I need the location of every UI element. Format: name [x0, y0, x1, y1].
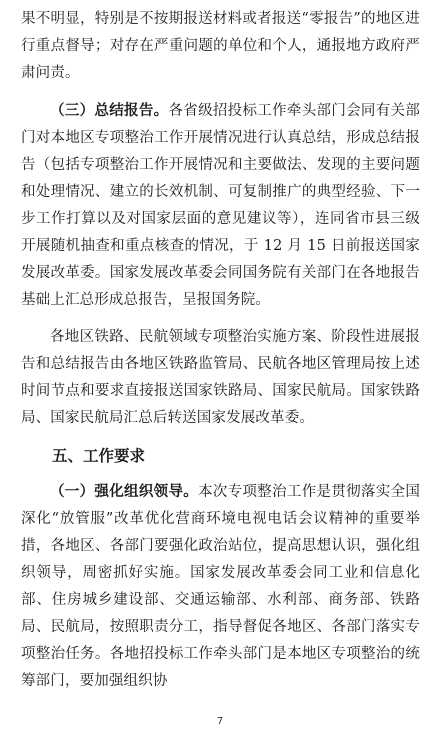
- section-heading: 五、工作要求: [52, 446, 146, 465]
- paragraph-text: 本次专项整治工作是贯彻落实全国深化“放管服”改革优化营商环境电视电话会议精神的重要举措，各地区、各部门要强化政治站位，提高思想认识，强化组织领导，周密抓好实施。国家发展改革委会同工业和信息化部、住房城乡建设部、交通运输部、水利部、商务部、铁路局、民航局，按照职责分工，指导督促各地区、各部门落实专项整治任务。各地招投标工作牵头部门是本地区专项整治的统筹部门，要加强组织协: [21, 484, 420, 689]
- paragraph-summary-report: [21, 97, 420, 314]
- paragraph-lead: （一）强化组织领导。: [50, 483, 199, 500]
- paragraph-continuation: [21, 6, 420, 87]
- paragraph-text: 果不明显，特别是不按期报送材料或者报送“零报告”的地区进行重点督导；对存在严重问题的单位和个人，通报地方政府严肃问责。: [21, 11, 420, 81]
- paragraph-railway-aviation: [21, 324, 420, 432]
- paragraph-lead: （三）总结报告。: [50, 102, 169, 119]
- paragraph-text: 各地区铁路、民航领域专项整治实施方案、阶段性进展报告和总结报告由各地区铁路监管局、民航各地区管理局按上述时间节点和要求直接报送国家铁路局、国家民航局。国家铁路局、国家民航局汇总后转送国家发展改革委。: [21, 329, 420, 426]
- paragraph-organization-leadership: [21, 478, 420, 695]
- paragraph-text: 各省级招投标工作牵头部门会同有关部门对本地区专项整治工作开展情况进行认真总结，形成总结报告（包括专项整治工作开展情况和主要做法、发现的主要问题和处理情况、建立的长效机制、可复制推广的典型经验、下一步工作打算以及对国家层面的意见建议等），连同省市县三级开展随机抽查和重点核查的情况，于 12 月 15 日前报送国家发展改革委。国家发展改革委会同国务院有关部门在各地报告基础上汇总形成总报告，呈报国务院。: [21, 103, 420, 308]
- page-number: 7: [216, 716, 224, 727]
